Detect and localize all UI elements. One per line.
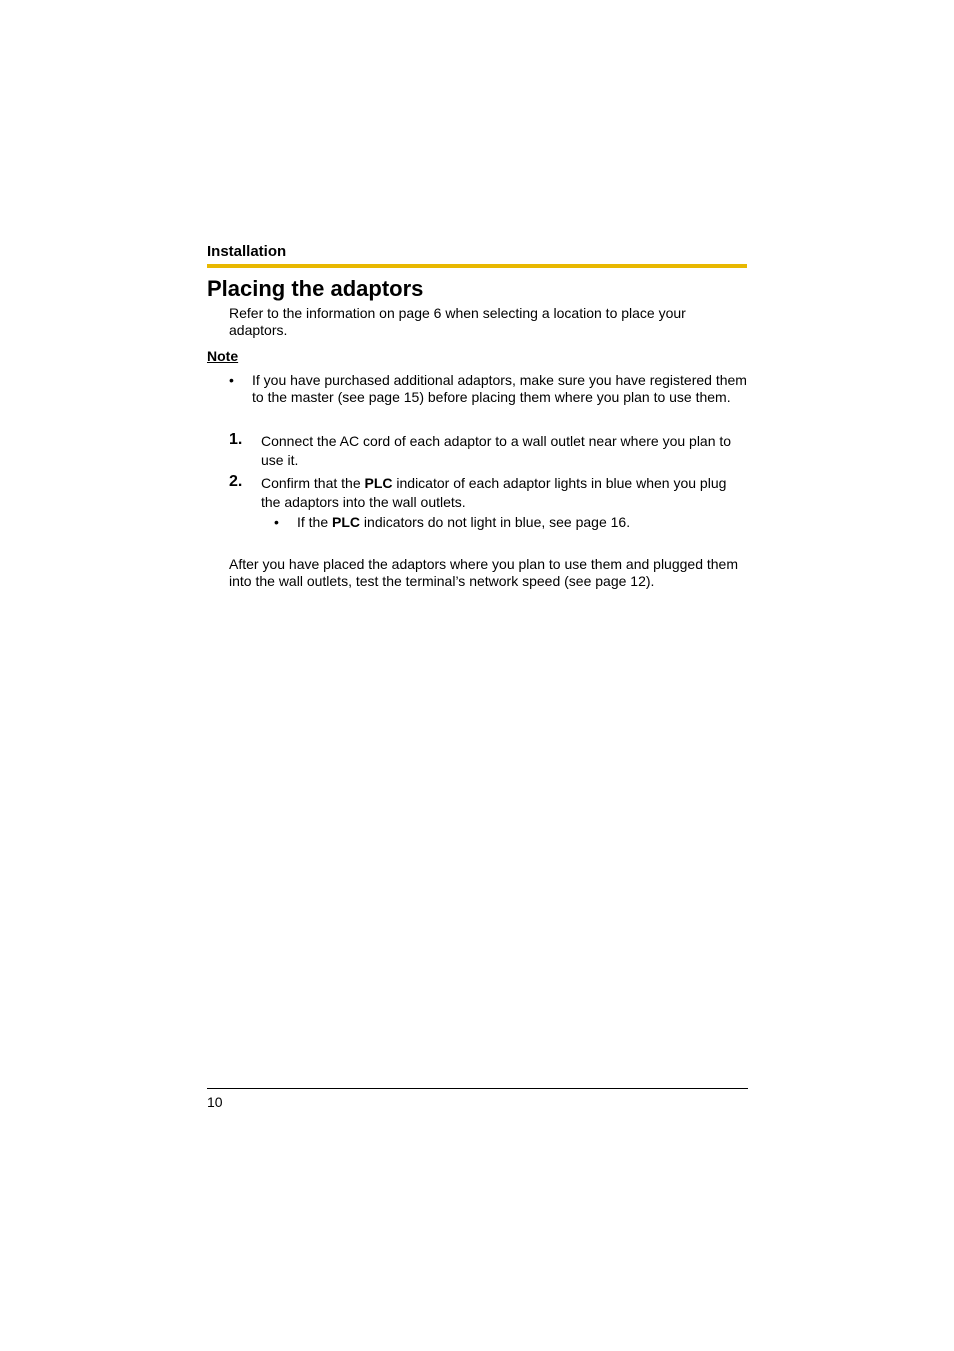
sub-item-text-part: indicators do not light in blue, see page 16. <box>360 514 631 530</box>
bullet-marker: • <box>274 514 279 530</box>
section-label: Installation <box>207 243 287 260</box>
step-number: 1. <box>229 431 243 448</box>
step-number: 2. <box>229 473 243 490</box>
footer-rule <box>207 1088 748 1089</box>
intro-paragraph: Refer to the information on page 6 when selecting a location to place your adaptors. <box>229 305 686 338</box>
page-title: Placing the adaptors <box>207 276 424 301</box>
page-number: 10 <box>207 1094 223 1110</box>
plc-indicator-label: PLC <box>364 475 393 491</box>
closing-paragraph: After you have placed the adaptors where you plan to use them and plugged them into the wall outlets, test the terminal’s network speed (see page 12). <box>229 556 739 589</box>
note-item-text: If you have purchased additional adaptors, make sure you have registered them to the master (see page 15) before placing them where you plan to use them. <box>252 372 747 405</box>
step-text-part: Confirm that the <box>261 475 365 491</box>
sub-item-text-part: If the <box>297 514 333 530</box>
step-text <box>261 474 749 512</box>
step-text-part: indicator of each adaptor lights in blue when you plug the adaptors into the wall outlets. <box>261 475 727 510</box>
section-rule <box>207 264 747 268</box>
note-heading: Note <box>207 348 239 364</box>
bullet-marker: • <box>229 372 234 388</box>
step-text: Connect the AC cord of each adaptor to a wall outlet near where you plan to use it. <box>261 433 732 468</box>
plc-indicator-label: PLC <box>332 514 361 530</box>
sub-item-text <box>297 514 742 531</box>
